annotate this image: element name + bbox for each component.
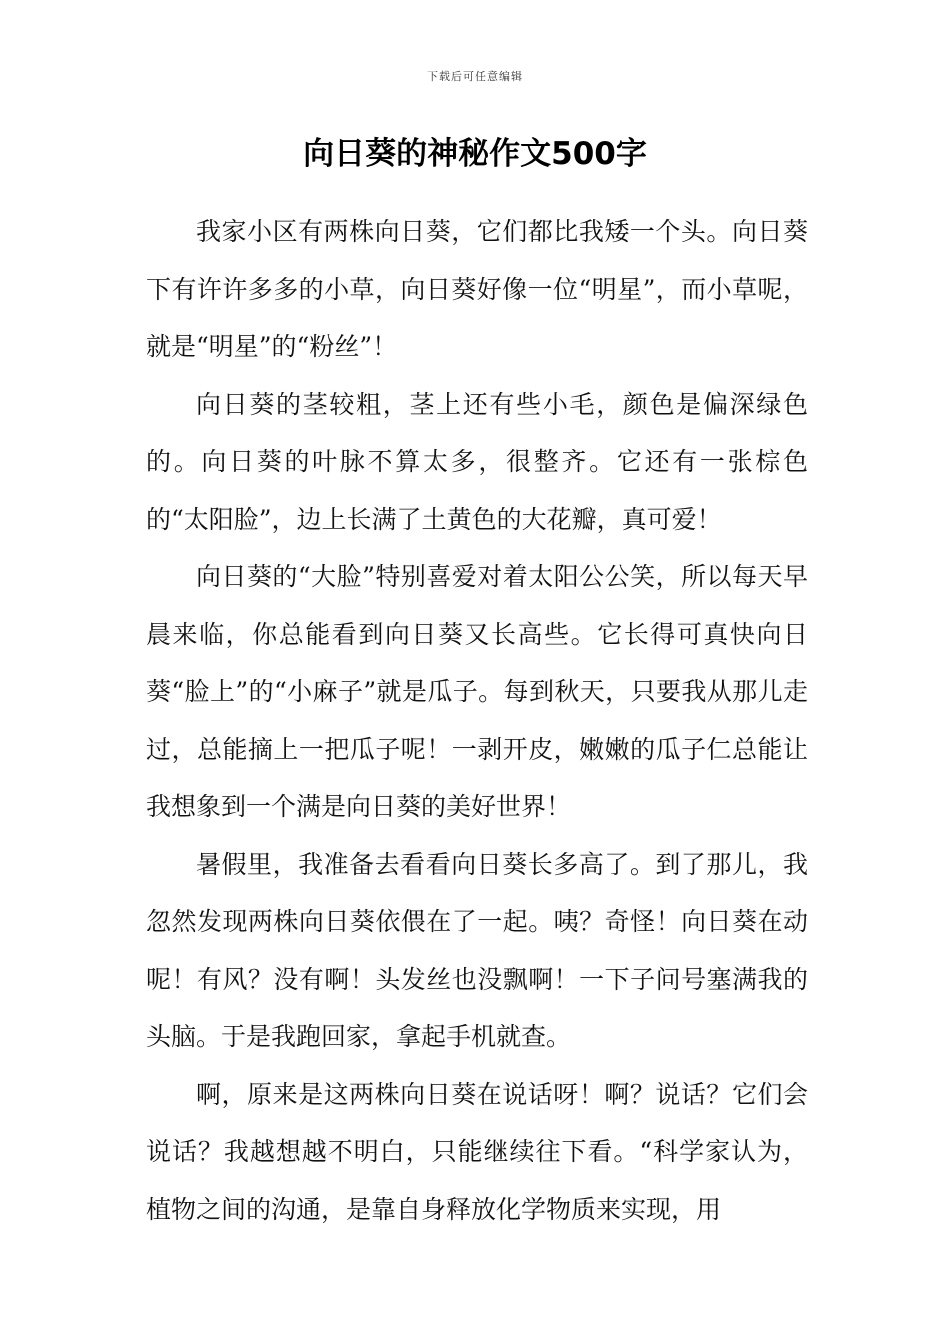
paragraph-2: 向日葵的茎较粗，茎上还有些小毛，颜色是偏深绿色的。向日葵的叶脉不算太多，很整齐。它还有一张棕色的“太阳脸”，边上长满了土黄色的大花瓣，真可爱！ xyxy=(146,389,808,534)
paragraph-3: 向日葵的“大脸”特别喜爱对着太阳公公笑，所以每天早晨来临，你总能看到向日葵又长高些。它长得可真快向日葵“脸上”的“小麻子”就是瓜子。每到秋天，只要我从那儿走过，总能摘上一把瓜子呢！一剥开皮，嫩嫩的瓜子仁总能让我想象到一个满是向日葵的美好世界！ xyxy=(146,562,808,821)
paragraph-1: 我家小区有两株向日葵，它们都比我矮一个头。向日葵下有许许多多的小草，向日葵好像一位“明星”，而小草呢，就是“明星”的“粉丝”！ xyxy=(146,217,808,361)
paragraph-4: 暑假里，我准备去看看向日葵长多高了。到了那儿，我忽然发现两株向日葵依偎在了一起。咦？奇怪！向日葵在动呢！有风？没有啊！头发丝也没飘啊！一下子问号塞满我的头脑。于是我跑回家，拿起手机就查。 xyxy=(146,849,808,1051)
paragraph-5: 啊，原来是这两株向日葵在说话呀！啊？说话？它们会说话？我越想越不明白，只能继续往下看。“科学家认为，植物之间的沟通，是靠自身释放化学物质来实现，用 xyxy=(146,1079,808,1224)
header-note: 下载后可任意编辑 xyxy=(427,70,523,83)
document-body xyxy=(146,203,808,1238)
document-title: 向日葵的神秘作文500字 xyxy=(303,136,647,172)
